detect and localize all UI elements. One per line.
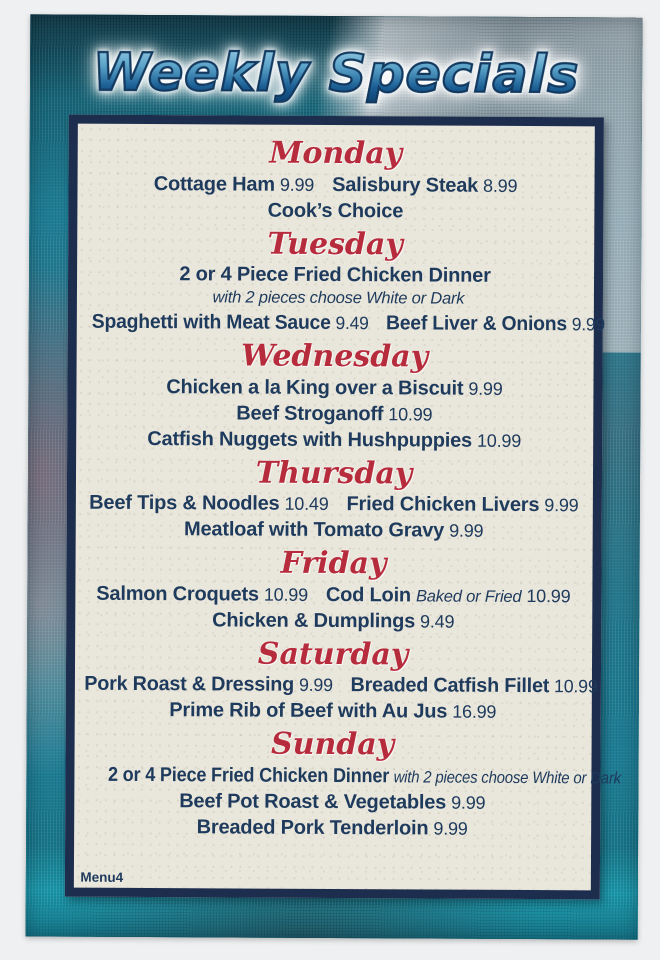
menu-photo-canvas-background [26,14,643,939]
day-heading: Thursday [255,455,413,491]
menu-line-content [268,197,404,224]
item-price: 9.99 [451,792,486,813]
item-price: 9.99 [571,314,605,335]
menu-line [82,399,587,428]
item-name: 2 or 4 Piece Fried Chicken Dinner [107,763,389,788]
item-note: with 2 pieces choose White or Dark [393,768,621,788]
menu-line [80,814,585,843]
item-note: with 2 pieces choose White or Dark [212,288,465,308]
item-price: 9.99 [298,675,333,696]
menu-line [81,516,586,545]
day-section [82,226,605,337]
menu-line-content [96,581,570,609]
day-section [83,136,588,225]
item-name: Spaghetti with Meat Sauce [91,310,331,334]
menu-line-content [184,516,483,544]
item-name: Cook’s Choice [267,199,404,222]
item-price: 9.49 [334,312,369,334]
menu-line-content [169,698,496,726]
day-heading: Monday [269,135,403,172]
menu-line-content [147,426,521,454]
item-name: Breaded Pork Tenderloin [196,816,429,840]
day-section [80,636,598,725]
item-price: 9.99 [449,520,484,541]
item-name: Beef Liver & Onions [385,312,567,336]
item-name: Meatloaf with Tomato Gravy [184,518,445,542]
item-name: Catfish Nuggets with Hushpuppies [147,427,473,452]
menu-line [80,697,585,726]
item-price: 16.99 [452,701,497,723]
item-name: Cod Loin [325,583,412,607]
menu-line [82,287,587,311]
menu-line-content [107,762,620,791]
menu-line-content [212,607,454,634]
day-section [81,455,586,544]
item-name: Prime Rib of Beef with Au Jus [169,699,448,723]
item-name: Salisbury Steak [332,173,479,197]
menu-line [81,580,586,609]
day-heading: Wednesday [241,338,429,375]
item-price: 9.99 [468,378,503,399]
menu-sections [74,124,621,843]
item-name: Pork Roast & Dressing [83,673,294,697]
day-section [80,727,621,842]
menu-line-content [89,490,578,519]
day-section [81,546,586,635]
item-name: Beef Tips & Noodles [89,491,280,515]
menu-line [82,373,587,402]
item-name: Chicken a la King over a Biscuit [166,375,464,400]
day-heading: Friday [280,545,387,582]
item-price: 10.99 [476,430,522,451]
item-name: Beef Pot Roast & Vegetables [179,790,447,814]
menu-line [83,170,588,199]
item-note: Baked or Fried [415,587,522,606]
menu-line [80,762,621,791]
item-price: 10.99 [553,676,598,697]
menu-line-content [91,309,604,338]
menu-line [82,425,587,454]
menu-card [64,115,621,900]
item-name: Beef Stroganoff [236,402,384,425]
day-heading: Sunday [270,727,395,763]
day-section [82,339,588,454]
item-name: Breaded Catfish Fillet [349,674,549,698]
page-title: Weekly Specials [30,42,642,105]
menu-line-content [179,261,490,289]
item-name: Cottage Ham [153,172,275,196]
item-name: Salmon Croquets [96,582,259,606]
item-price: 10.99 [388,403,433,425]
item-name: 2 or 4 Piece Fried Chicken Dinner [179,263,491,288]
menu-line [81,490,586,519]
item-price: 9.99 [433,818,468,839]
menu-line-content [197,814,468,841]
menu-line [82,309,605,338]
menu-line-content [154,171,518,199]
menu-line-content [84,671,597,700]
menu-line-content [236,400,432,427]
menu-line-content [179,788,485,816]
menu-line [80,671,598,700]
item-price: 10.99 [526,585,571,607]
menu-line-content [166,374,502,402]
menu-line [83,196,588,225]
item-price: 10.49 [284,493,329,515]
day-heading: Saturday [257,636,409,673]
item-price: 10.99 [263,584,308,605]
item-price: 9.49 [420,611,455,632]
menu-line [82,261,587,290]
item-price: 8.99 [483,175,518,196]
item-name: Chicken & Dumplings [212,609,416,633]
menu-code-label: Menu4 [80,869,124,885]
day-heading: Tuesday [267,226,403,262]
menu-line [80,788,585,817]
item-name: Fried Chicken Livers [346,493,540,517]
item-price: 9.99 [279,174,315,195]
menu-line-content [205,288,464,311]
menu-line [81,606,586,635]
item-price: 9.99 [544,495,579,516]
